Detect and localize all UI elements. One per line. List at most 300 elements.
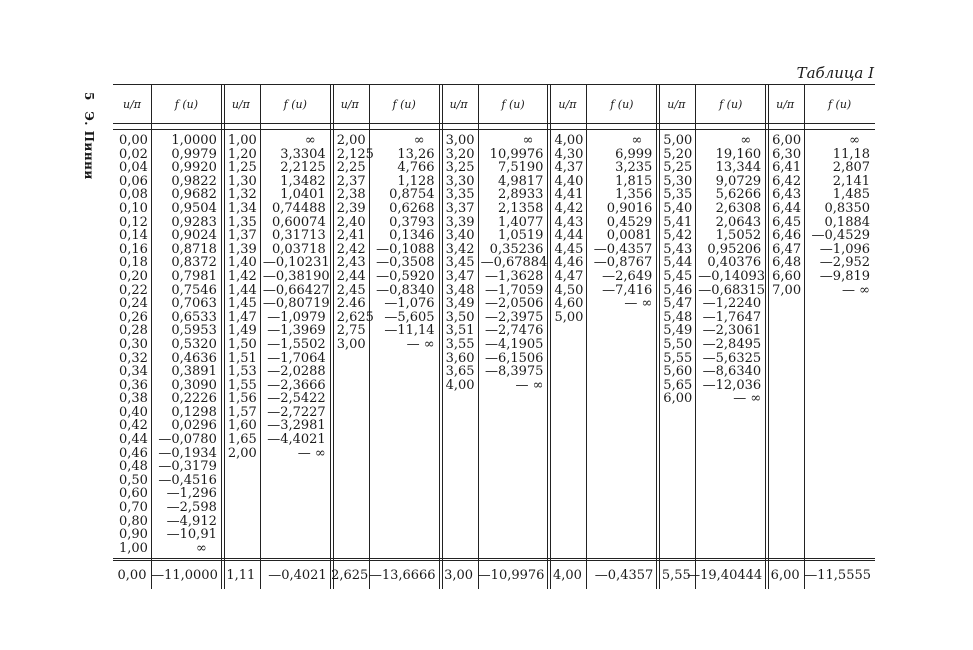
f-value: 0,8718 [171, 241, 217, 257]
f-value: ∞ [631, 133, 643, 148]
f-value: —3,2981 [267, 418, 326, 434]
u-value: 5,47 [663, 296, 693, 312]
f-value: 3,235 [615, 160, 653, 176]
f-value: 0,7981 [171, 268, 217, 284]
u-value: 1,39 [227, 241, 257, 257]
extreme-u: 4,00 [552, 567, 582, 583]
u-value: 1,30 [227, 173, 257, 189]
f-value: —2,7227 [267, 404, 326, 420]
f-value: 0,0296 [171, 418, 217, 434]
u-value: 5,43 [663, 241, 693, 257]
u-value: 4,00 [554, 133, 584, 148]
f-value: —10,91 [166, 527, 217, 543]
u-value: 3,37 [445, 200, 475, 216]
group-divider [656, 85, 657, 589]
u-value: 0,22 [119, 282, 148, 298]
u-column [119, 134, 148, 555]
f-value: — ∞ [842, 282, 871, 298]
u-value: 2,45 [336, 282, 366, 298]
f-value: —1,3969 [267, 323, 326, 339]
u-value: 0,48 [119, 459, 148, 475]
header-u: u/π [122, 97, 142, 111]
u-value: 0,24 [119, 296, 148, 312]
f-value: — ∞ [733, 391, 762, 407]
u-value: 3,47 [445, 268, 475, 284]
u-value: 3,51 [445, 323, 475, 339]
u-value: 0,18 [119, 255, 148, 271]
f-value: —1,296 [166, 486, 217, 502]
f-value: 1,0000 [171, 133, 217, 148]
f-value: ∞ [522, 133, 534, 148]
f-value: —1,2240 [702, 296, 762, 312]
u-value: 0,50 [119, 472, 148, 488]
u-value: 0,32 [119, 350, 148, 366]
u-value: 5,65 [663, 377, 693, 393]
u-value: 2.46 [336, 296, 366, 312]
extreme-f: —13,6666 [368, 567, 436, 583]
u-value: 0,60 [119, 486, 148, 502]
header-rule-secondary [113, 129, 875, 130]
u-value: 5,50 [663, 336, 693, 352]
u-value: 5,42 [663, 228, 693, 244]
u-value: 0,06 [119, 173, 148, 189]
f-value: 0,35236 [489, 241, 544, 257]
column-divider [151, 85, 152, 589]
u-value: 0,34 [119, 364, 148, 380]
table-caption: Таблица I [796, 64, 874, 82]
u-value: 1,00 [119, 540, 148, 556]
header-u: u/π [558, 97, 577, 111]
f-value: 0,8350 [824, 200, 871, 216]
u-value: 2,44 [336, 268, 366, 284]
f-value: 6,999 [615, 146, 653, 162]
u-value: 5,46 [663, 282, 693, 298]
group-divider [765, 85, 766, 589]
header-f: f (u) [174, 97, 199, 111]
f-column [372, 134, 435, 352]
f-value: —0,4357 [593, 241, 653, 257]
f-value: 0,9016 [606, 200, 653, 216]
f-column [154, 134, 217, 555]
header-f: f (u) [719, 97, 743, 111]
u-value: 0,38 [119, 391, 148, 407]
u-value: 6,44 [772, 200, 802, 216]
u-value: 4,60 [554, 296, 584, 312]
u-value: 1,35 [227, 214, 257, 230]
f-value: 2,2125 [280, 160, 326, 176]
f-value: —2,8495 [702, 336, 762, 352]
group-divider [547, 85, 548, 589]
u-value: 6,60 [772, 268, 802, 284]
u-value: 1,49 [227, 323, 257, 339]
f-value [589, 311, 652, 325]
u-value: 5,60 [663, 364, 693, 380]
u-value: 3,55 [445, 336, 475, 352]
u-value: 0,36 [119, 377, 148, 393]
f-value: 0,9024 [171, 228, 217, 244]
f-value: ∞ [413, 133, 425, 148]
f-value: — ∞ [624, 296, 653, 312]
u-value: 3,25 [445, 160, 475, 176]
f-value: 0,40376 [707, 255, 762, 271]
u-value: 1,32 [227, 187, 257, 203]
f-value: 0,9920 [171, 160, 217, 176]
u-column [554, 134, 583, 324]
u-value: 0,12 [119, 214, 148, 230]
f-value: 2,807 [832, 160, 871, 176]
u-value: 4,41 [554, 187, 584, 203]
f-value: —2,3975 [484, 309, 544, 325]
u-column [228, 134, 257, 460]
f-value: —0,38190 [262, 268, 330, 284]
u-value: 4,44 [554, 228, 584, 244]
u-value: 0,00 [119, 133, 148, 148]
f-value: 1,0401 [280, 187, 326, 203]
f-value: 0,8754 [389, 187, 435, 203]
u-value: 0,14 [119, 228, 148, 244]
u-value: 1,57 [227, 404, 257, 420]
u-value: 1,25 [227, 160, 257, 176]
extreme-u: 5,55 [661, 567, 691, 583]
u-value: 5,20 [663, 146, 693, 162]
f-value: 0,4636 [171, 350, 217, 366]
f-value: 0,5953 [171, 323, 217, 339]
u-value: 2,75 [336, 323, 366, 339]
column-divider [804, 85, 805, 589]
u-value: 3,00 [445, 133, 475, 148]
f-value: —5,6325 [702, 350, 762, 366]
f-value: —0,1934 [158, 445, 217, 461]
f-value: 0,5320 [171, 336, 217, 352]
f-value: 0,9283 [171, 214, 217, 230]
u-column [337, 134, 374, 352]
f-value: 0,6268 [389, 200, 435, 216]
u-value: 0,46 [119, 445, 148, 461]
u-value: 3,45 [445, 255, 475, 271]
f-value: —2,3061 [702, 323, 762, 339]
f-value: 0,2226 [171, 391, 217, 407]
f-value: 0,03718 [271, 241, 326, 257]
f-value: —5,605 [384, 309, 435, 325]
f-value: 2,1358 [497, 200, 544, 216]
f-value: —0,14093 [698, 268, 766, 284]
u-value: 3,39 [445, 214, 475, 230]
extreme-u: 1,11 [226, 567, 256, 583]
f-value: —2,649 [602, 268, 653, 284]
u-value: 2,38 [336, 187, 366, 203]
group-divider [439, 85, 440, 589]
u-value: 1,45 [227, 296, 257, 312]
header-u: u/π [231, 97, 250, 111]
f-value: —4,1905 [484, 336, 544, 352]
f-value: ∞ [849, 133, 861, 148]
header-u: u/π [667, 97, 686, 111]
f-value: —8,3975 [484, 364, 544, 380]
u-value: 0,70 [119, 500, 148, 516]
u-value: 0,26 [119, 309, 148, 325]
extreme-u: 2,625 [331, 567, 369, 583]
u-value: 5,44 [663, 255, 693, 271]
f-value: 1,3482 [280, 173, 326, 189]
f-value: —0,1088 [376, 241, 435, 257]
f-value: 9,0729 [715, 173, 762, 189]
f-value: 1,4077 [497, 214, 544, 230]
u-value: 4,46 [554, 255, 584, 271]
f-column [807, 134, 870, 297]
f-value: 11,18 [832, 146, 871, 162]
f-value: 0,9979 [171, 146, 217, 162]
f-value: —1,7059 [484, 282, 544, 298]
u-value: 0,04 [119, 160, 148, 176]
f-value: 0,7063 [171, 296, 217, 312]
u-value: 0,42 [119, 418, 148, 434]
f-value: —1,7064 [267, 350, 326, 366]
column-divider [260, 85, 261, 589]
f-value: 0,7546 [171, 282, 217, 298]
u-value: 5,40 [663, 200, 693, 216]
f-value: —6,1506 [484, 350, 544, 366]
f-value: 0,31713 [271, 228, 326, 244]
u-value: 3,50 [445, 309, 475, 325]
u-value: 1,60 [227, 418, 257, 434]
group-divider [221, 85, 222, 589]
u-column [772, 134, 801, 297]
u-value: 4,50 [554, 282, 584, 298]
u-value: 3,00 [336, 336, 366, 352]
u-value: 3,49 [445, 296, 475, 312]
extreme-f: —19,40444 [687, 567, 763, 583]
f-value: —0,10231 [262, 255, 330, 271]
f-value: 1,815 [615, 173, 653, 189]
u-value: 5,00 [663, 133, 693, 148]
u-value: 4,45 [554, 241, 584, 257]
f-value: 13,26 [397, 146, 435, 162]
f-value: 3,3304 [280, 146, 326, 162]
u-value: 1,56 [227, 391, 257, 407]
column-divider [695, 85, 696, 589]
f-value: 0,0081 [606, 228, 653, 244]
u-value: 5,49 [663, 323, 693, 339]
u-value: 0,80 [119, 513, 148, 529]
u-value: 6,43 [772, 187, 802, 203]
footer-rule [113, 558, 875, 559]
f-value: 0,6533 [171, 309, 217, 325]
header-u: u/π [449, 97, 468, 111]
f-value: 2,141 [832, 173, 871, 189]
u-column [446, 134, 475, 392]
f-value: —0,66427 [262, 282, 330, 298]
f-value: 0,1346 [389, 228, 435, 244]
u-value: 5,41 [663, 214, 693, 230]
f-value: —1,076 [384, 296, 435, 312]
u-value: 6,41 [772, 160, 802, 176]
f-value: 1,485 [832, 187, 871, 203]
f-value: 4,766 [397, 160, 435, 176]
u-value: 3,60 [445, 350, 475, 366]
u-value: 0,20 [119, 268, 148, 284]
f-value: —1,5502 [267, 336, 326, 352]
u-value: 1,51 [227, 350, 257, 366]
f-value: —2,0506 [484, 296, 544, 312]
extreme-u: 6,00 [770, 567, 800, 583]
u-value: 2,00 [227, 445, 257, 461]
extreme-f: —0,4021 [268, 567, 327, 583]
f-value: 1,356 [615, 187, 653, 203]
f-value: 0,9682 [171, 187, 217, 203]
u-value: 5,30 [663, 173, 693, 189]
f-value: —1,7647 [702, 309, 762, 325]
f-value: —4,912 [166, 513, 217, 529]
f-value: 2,8933 [497, 187, 544, 203]
f-value: 0,4529 [606, 214, 653, 230]
u-value: 2,25 [336, 160, 366, 176]
f-column [698, 133, 766, 407]
extreme-f: —11,5555 [804, 567, 872, 583]
u-value: 6,42 [772, 173, 802, 189]
u-value: 1,37 [227, 228, 257, 244]
page-number: 5 [82, 92, 96, 101]
f-value: ∞ [304, 133, 316, 148]
u-column [663, 134, 692, 406]
f-value: 10,9976 [489, 146, 544, 162]
f-value: —12,036 [702, 377, 762, 393]
f-value: —0,68315 [698, 282, 766, 298]
header-f: f (u) [283, 97, 307, 111]
u-value: 3,20 [445, 146, 475, 162]
u-value: 2,625 [336, 309, 374, 325]
f-value: —2,952 [819, 255, 871, 271]
u-value: 6,00 [663, 391, 693, 407]
u-value: 4,47 [554, 268, 584, 284]
group-divider [330, 85, 331, 589]
f-value: ∞ [196, 540, 207, 556]
u-value: 0,90 [119, 527, 148, 543]
u-value: 3,40 [445, 228, 475, 244]
f-value: — ∞ [297, 445, 326, 461]
header-f: f (u) [610, 97, 634, 111]
u-value: 1,42 [227, 268, 257, 284]
u-value: 4,42 [554, 200, 584, 216]
u-value: 4,00 [445, 377, 475, 393]
u-value: 5,55 [663, 350, 693, 366]
f-value: —0,3508 [376, 255, 435, 271]
f-value: —2,5422 [267, 391, 326, 407]
f-value: —1,0979 [267, 309, 326, 325]
u-value: 3,35 [445, 187, 475, 203]
f-value: 19,160 [715, 146, 762, 162]
f-value: —0,4516 [158, 472, 217, 488]
f-value: —4,4021 [267, 432, 326, 448]
u-value: 4,40 [554, 173, 584, 189]
u-value: 6,47 [772, 241, 802, 257]
u-value: 5,35 [663, 187, 693, 203]
f-value: 0,8372 [171, 255, 217, 271]
f-value: 0,1298 [171, 404, 217, 420]
f-value: — ∞ [515, 377, 544, 393]
u-value: 1,65 [227, 432, 257, 448]
f-value: 0,60074 [271, 214, 326, 230]
u-value: 4,37 [554, 160, 584, 176]
f-value: —0,0780 [158, 432, 217, 448]
u-value: 6,48 [772, 255, 802, 271]
f-value: 0,1884 [824, 214, 871, 230]
u-value: 5,00 [554, 309, 584, 325]
f-value: 0,3793 [389, 214, 435, 230]
u-value: 3,65 [445, 364, 475, 380]
f-value: —8,6340 [702, 364, 762, 380]
f-value: 13,344 [715, 160, 762, 176]
u-value: 1,47 [227, 309, 257, 325]
u-value: 1,50 [227, 336, 257, 352]
u-value: 1,20 [227, 146, 257, 162]
f-value: —2,3666 [267, 377, 326, 393]
u-value: 0,40 [119, 404, 148, 420]
f-value: 4,9817 [497, 173, 544, 189]
f-column [589, 134, 652, 324]
u-value: 4,30 [554, 146, 584, 162]
f-value: —2,0288 [267, 364, 326, 380]
u-value: 0,16 [119, 241, 148, 257]
u-value: 1,53 [227, 364, 257, 380]
u-value: 0,28 [119, 323, 148, 339]
f-value: —0,8340 [376, 282, 435, 298]
f-value: —0,8767 [593, 255, 653, 271]
header-u: u/π [340, 97, 359, 111]
u-value: 6,46 [772, 228, 802, 244]
running-header [82, 92, 96, 180]
f-value: 1,5052 [715, 228, 762, 244]
u-value: 5,48 [663, 309, 693, 325]
f-value: —0,80719 [262, 296, 330, 312]
running-header-text: Э. Пинни [82, 111, 96, 180]
f-value: —9,819 [819, 268, 871, 284]
header-rule [113, 123, 875, 124]
u-value: 2,40 [336, 214, 366, 230]
u-value: 0,10 [119, 200, 148, 216]
f-value: — ∞ [406, 336, 435, 352]
u-value: 6,30 [772, 146, 802, 162]
f-value: —0,67884 [480, 255, 548, 271]
u-value: 6,00 [772, 133, 802, 148]
header-f: f (u) [501, 97, 525, 111]
u-value: 0,44 [119, 432, 148, 448]
column-divider [586, 85, 587, 589]
f-value: 2,0643 [715, 214, 762, 230]
f-value: 0,95206 [707, 241, 762, 257]
header-f: f (u) [392, 97, 416, 111]
u-value: 3,48 [445, 282, 475, 298]
f-value: 0,9822 [171, 173, 217, 189]
f-value: 0,9504 [171, 200, 217, 216]
f-value: —2,7476 [484, 323, 544, 339]
u-value: 3,30 [445, 173, 475, 189]
u-value: 5,45 [663, 268, 693, 284]
u-value: 0,08 [119, 187, 148, 203]
f-value: —1,096 [819, 241, 871, 257]
u-value: 2,39 [336, 200, 366, 216]
f-value: 7,5190 [497, 160, 544, 176]
f-value: 5,6266 [715, 187, 762, 203]
f-column [480, 133, 548, 393]
f-column [262, 133, 330, 461]
u-value: 1,55 [227, 377, 257, 393]
f-value: —11,14 [384, 323, 435, 339]
f-value: 0,3891 [171, 364, 217, 380]
u-value: 6,45 [772, 214, 802, 230]
extreme-u: 0,00 [117, 567, 147, 583]
u-value: 2,00 [336, 133, 366, 148]
u-value: 1,34 [227, 200, 257, 216]
